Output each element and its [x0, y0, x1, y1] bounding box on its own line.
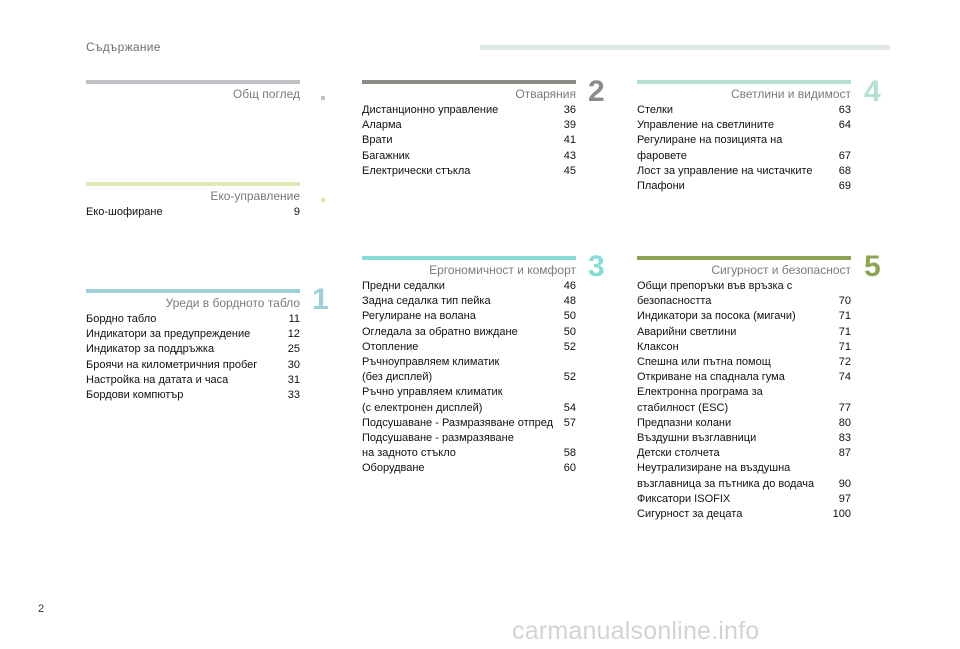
toc-entry-label: Фиксатори ISOFIX [637, 492, 731, 505]
toc-entry-label: Врати [362, 134, 393, 147]
toc-entry-label: Отопление [362, 340, 419, 353]
section-number: 4 [864, 75, 881, 108]
section-number: 3 [588, 250, 605, 283]
toc-entry-page: 50 [563, 325, 576, 338]
toc-entry-page: 72 [838, 356, 851, 369]
toc-entry-label: Общи препоръки във връзка с безопасността [637, 280, 793, 308]
toc-entry[interactable] [637, 446, 851, 461]
toc-entry-page: 71 [838, 310, 851, 323]
toc-entry-label: Багажник [362, 149, 410, 162]
toc-entry[interactable] [86, 342, 300, 357]
section-bar [86, 182, 300, 186]
section-marker-dot [321, 96, 325, 100]
toc-entry[interactable] [637, 103, 851, 118]
toc-entry-page: 57 [563, 416, 576, 429]
section-number: 1 [312, 283, 329, 316]
toc-entry[interactable] [637, 355, 851, 370]
toc-entry-page: 69 [838, 180, 851, 193]
toc-entry-label: Сигурност за децата [637, 508, 743, 521]
section-number: 2 [588, 75, 605, 108]
section-marker-dot [321, 198, 325, 202]
toc-entry-page: 41 [563, 134, 576, 147]
toc-entry-label: Еко-шофиране [86, 206, 163, 218]
toc-entry[interactable] [86, 373, 300, 388]
toc-entry[interactable] [362, 461, 576, 476]
toc-entry-page: 54 [563, 401, 576, 414]
toc-entry-page: 11 [288, 313, 300, 325]
toc-entry-page: 46 [563, 280, 576, 292]
watermark: carmanualsonline.info [512, 617, 760, 645]
section-title: Общ поглед [232, 87, 300, 101]
toc-entry-page: 67 [838, 149, 851, 162]
toc-entry-label: Индикатори за предупреждение [86, 328, 251, 341]
section-bar [86, 80, 300, 84]
toc-entry[interactable] [637, 309, 851, 324]
toc-entry[interactable] [362, 164, 576, 179]
toc-entry[interactable] [362, 416, 576, 431]
toc-entry-page: 50 [563, 310, 576, 323]
toc-entry-page: 33 [287, 389, 300, 402]
toc-entry-label: Спешна или пътна помощ [637, 356, 771, 369]
toc-entry-page: 39 [563, 119, 576, 132]
toc-entry-label: Електрически стъкла [362, 164, 471, 177]
toc-entry-page: 52 [563, 340, 576, 353]
toc-entry-label: Аварийни светлини [637, 325, 737, 338]
toc-entry-label: Лост за управление на чистачките [637, 164, 813, 177]
toc-entry-page: 52 [563, 371, 576, 384]
section-instruments [86, 289, 300, 403]
toc-entry-label: Броячи на километричния пробег [86, 358, 258, 371]
toc-entry[interactable] [86, 327, 300, 342]
section-overview [86, 80, 300, 103]
section-items [362, 279, 576, 477]
section-title: Отваряния [515, 87, 576, 101]
toc-entry-page: 30 [287, 358, 300, 371]
section-items [86, 312, 300, 403]
toc-entry-label: Подсушаване - размразяване на задното стъкло [362, 432, 514, 460]
toc-entry-label: Бордови компютър [86, 389, 184, 402]
toc-entry-label: Стелки [637, 104, 673, 116]
toc-entry-label: Огледала за обратно виждане [362, 325, 518, 338]
toc-entry[interactable] [637, 164, 851, 179]
toc-entry-label: Предпазни колани [637, 416, 732, 429]
toc-entry[interactable] [362, 118, 576, 133]
toc-entry[interactable] [362, 385, 576, 415]
toc-entry-label: Ръчно управляем климатик (с електронен дисплей) [362, 386, 503, 414]
toc-entry[interactable] [86, 388, 300, 403]
section-number: 5 [864, 250, 881, 283]
toc-entry-page: 31 [287, 373, 300, 386]
section-title: Сигурност и безопасност [711, 263, 851, 277]
section-items [362, 103, 576, 179]
toc-entry[interactable] [362, 133, 576, 148]
section-bar [86, 289, 300, 293]
toc-entry-label: Електронна програма за стабилност (ESC) [637, 386, 763, 414]
toc-entry[interactable] [637, 431, 851, 446]
section-bar [362, 80, 576, 84]
toc-entry-label: Бордно табло [86, 313, 157, 325]
toc-entry-label: Дистанционно управление [362, 104, 499, 116]
toc-entry-label: Детски столчета [637, 447, 720, 460]
toc-entry[interactable] [637, 133, 851, 163]
toc-entry-label: Индикатори за посока (мигачи) [637, 310, 796, 323]
toc-entry-label: Оборудване [362, 462, 425, 475]
toc-entry-label: Задна седалка тип пейка [362, 295, 491, 308]
toc-entry-label: Неутрализиране на въздушна възглавница за пътника до водача [637, 462, 815, 490]
toc-entry-page: 87 [838, 447, 851, 460]
toc-entry-label: Откриване на спаднала гума [637, 371, 785, 384]
page-number: 2 [38, 603, 45, 615]
toc-entry-label: Ръчноуправляем климатик (без дисплей) [362, 356, 500, 384]
toc-entry-page: 36 [563, 104, 576, 116]
section-items [637, 103, 851, 194]
section-title: Еко-управление [210, 189, 300, 203]
toc-entry[interactable] [362, 355, 576, 385]
section-ergonomics [362, 256, 576, 477]
toc-entry[interactable] [86, 312, 300, 327]
toc-entry[interactable] [362, 325, 576, 340]
toc-entry-label: Настройка на датата и часа [86, 373, 229, 386]
toc-entry[interactable] [362, 279, 576, 294]
toc-entry[interactable] [637, 325, 851, 340]
toc-entry-label: Въздушни възглавници [637, 432, 757, 445]
toc-entry[interactable] [362, 149, 576, 164]
toc-entry[interactable] [362, 309, 576, 324]
toc-entry-page: 100 [832, 508, 851, 521]
toc-entry-page: 71 [838, 340, 851, 353]
toc-entry-page: 45 [563, 164, 576, 177]
section-title: Светлини и видимост [730, 87, 851, 101]
toc-entry-page: 58 [563, 447, 576, 460]
toc-entry-page: 60 [563, 462, 576, 475]
toc-entry[interactable] [637, 370, 851, 385]
section-openings [362, 80, 576, 179]
toc-entry[interactable] [637, 340, 851, 355]
toc-entry[interactable] [362, 431, 576, 461]
toc-entry-page: 63 [838, 104, 851, 116]
toc-entry[interactable] [637, 461, 851, 491]
toc-entry[interactable] [362, 103, 576, 118]
section-bar [637, 256, 851, 260]
toc-entry-page: 64 [838, 119, 851, 132]
toc-entry-page: 74 [838, 371, 851, 384]
section-title: Ергономичност и комфорт [429, 263, 576, 277]
toc-entry-label: Индикатор за поддръжка [86, 343, 215, 356]
section-items [637, 279, 851, 522]
toc-entry-page: 97 [838, 492, 851, 505]
toc-entry[interactable] [637, 507, 851, 522]
toc-entry[interactable] [637, 416, 851, 431]
toc-entry[interactable] [637, 279, 851, 309]
section-bar [637, 80, 851, 84]
toc-entry-label: Подсушаване - Размразяване отпред [362, 416, 554, 429]
toc-entry[interactable] [637, 179, 851, 194]
toc-entry-page: 68 [838, 164, 851, 177]
toc-entry-page: 9 [293, 206, 300, 218]
toc-entry-label: Клаксон [637, 340, 679, 353]
section-title: Уреди в бордното табло [165, 296, 300, 310]
toc-entry-page: 83 [838, 432, 851, 445]
toc-entry-page: 48 [563, 295, 576, 308]
toc-entry[interactable] [86, 205, 300, 220]
toc-entry-page: 80 [838, 416, 851, 429]
toc-entry-label: Плафони [637, 180, 685, 193]
toc-entry-page: 71 [838, 325, 851, 338]
toc-entry-label: Регулиране на позицията на фаровете [637, 134, 783, 162]
page-title: Съдържание [86, 40, 161, 54]
toc-entry[interactable] [637, 385, 851, 415]
toc-entry-page: 12 [287, 328, 300, 341]
section-lighting [637, 80, 851, 194]
toc-entry-label: Управление на светлините [637, 119, 775, 132]
toc-entry-page: 43 [563, 149, 576, 162]
toc-entry-label: Аларма [362, 119, 402, 132]
section-items [86, 205, 300, 220]
toc-entry-page: 70 [838, 295, 851, 308]
toc-entry-page: 77 [838, 401, 851, 414]
toc-entry-label: Регулиране на волана [362, 310, 476, 323]
toc-entry-page: 90 [838, 477, 851, 490]
header-rule [480, 45, 890, 50]
toc-entry[interactable] [86, 358, 300, 373]
toc-entry[interactable] [637, 118, 851, 133]
section-bar [362, 256, 576, 260]
toc-entry[interactable] [637, 492, 851, 507]
toc-entry-label: Предни седалки [362, 280, 445, 292]
toc-entry[interactable] [362, 294, 576, 309]
section-eco [86, 182, 300, 220]
section-safety [637, 256, 851, 522]
toc-entry[interactable] [362, 340, 576, 355]
toc-entry-page: 25 [287, 343, 300, 356]
